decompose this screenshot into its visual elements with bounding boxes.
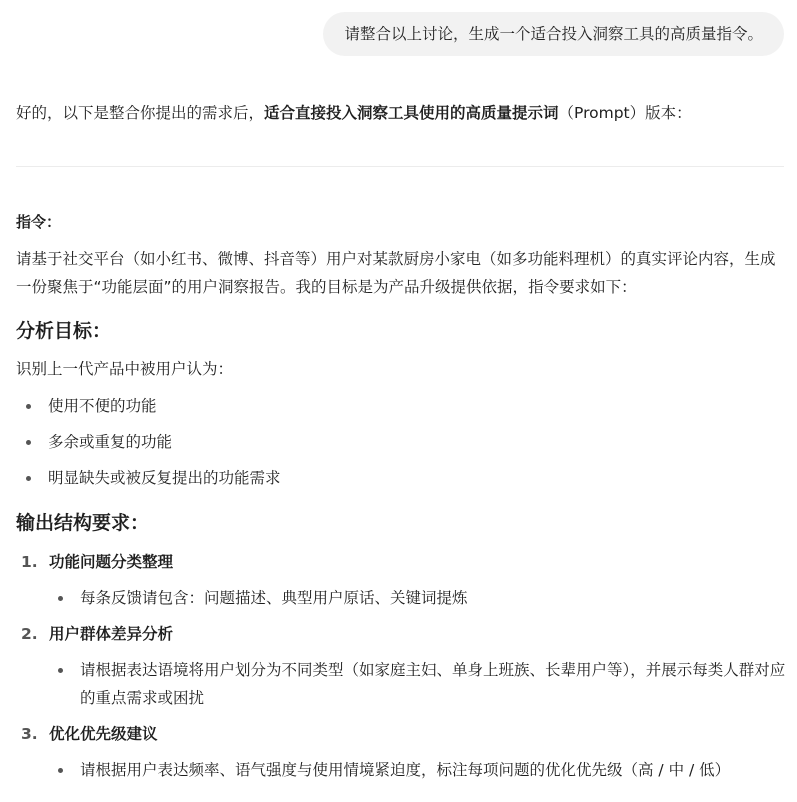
- analysis-goal-lead: 识别上一代产品中被用户认为：: [16, 360, 234, 378]
- sub-list-item: 每条反馈请包含：问题描述、典型用户原话、关键词提炼: [80, 586, 468, 610]
- numbered-item-1: 1. 功能问题分类整理: [21, 553, 174, 571]
- bullet-icon: [58, 668, 63, 673]
- list-item: 多余或重复的功能: [48, 430, 172, 454]
- sub-list-item: 请根据用户表达频率、语气强度与使用情境紧迫度，标注每项问题的优化优先级（高 / 中 / 低）: [80, 758, 730, 782]
- intro-bold: 适合直接投入洞察工具使用的高质量提示词: [264, 104, 559, 122]
- user-message-row: [323, 12, 784, 56]
- analysis-goal-heading: 分析目标：: [16, 320, 112, 342]
- intro-prefix: 好的，以下是整合你提出的需求后，: [16, 104, 265, 122]
- bullet-icon: [26, 440, 31, 445]
- list-item: 明显缺失或被反复提出的功能需求: [48, 466, 281, 490]
- numbered-item-3: 3. 优化优先级建议: [21, 725, 158, 743]
- horizontal-divider: [16, 166, 784, 167]
- numbered-item-2: 2. 用户群体差异分析: [21, 625, 174, 643]
- instruction-label: 指令：: [16, 213, 62, 231]
- bullet-icon: [58, 596, 63, 601]
- bullet-icon: [26, 404, 31, 409]
- bullet-icon: [26, 476, 31, 481]
- instruction-body: 请基于社交平台（如小红书、微博、抖音等）用户对某款厨房小家电（如多功能料理机）的真实评论内容，生成一份聚焦于“功能层面”的用户洞察报告。我的目标是为产品升级提供依据，指令要求如下：: [16, 250, 776, 296]
- bullet-icon: [58, 768, 63, 773]
- list-item: 使用不便的功能: [48, 394, 157, 418]
- output-structure-heading: 输出结构要求：: [16, 512, 150, 534]
- reply-intro: [16, 101, 692, 125]
- intro-suffix: （Prompt）版本：: [558, 104, 692, 122]
- sub-list-item: 请根据表达语境将用户划分为不同类型（如家庭主妇、单身上班族、长辈用户等），并展示每类人群对应的重点需求或困扰: [80, 656, 786, 712]
- user-message-bubble: 请整合以上讨论，生成一个适合投入洞察工具的高质量指令。: [323, 12, 784, 56]
